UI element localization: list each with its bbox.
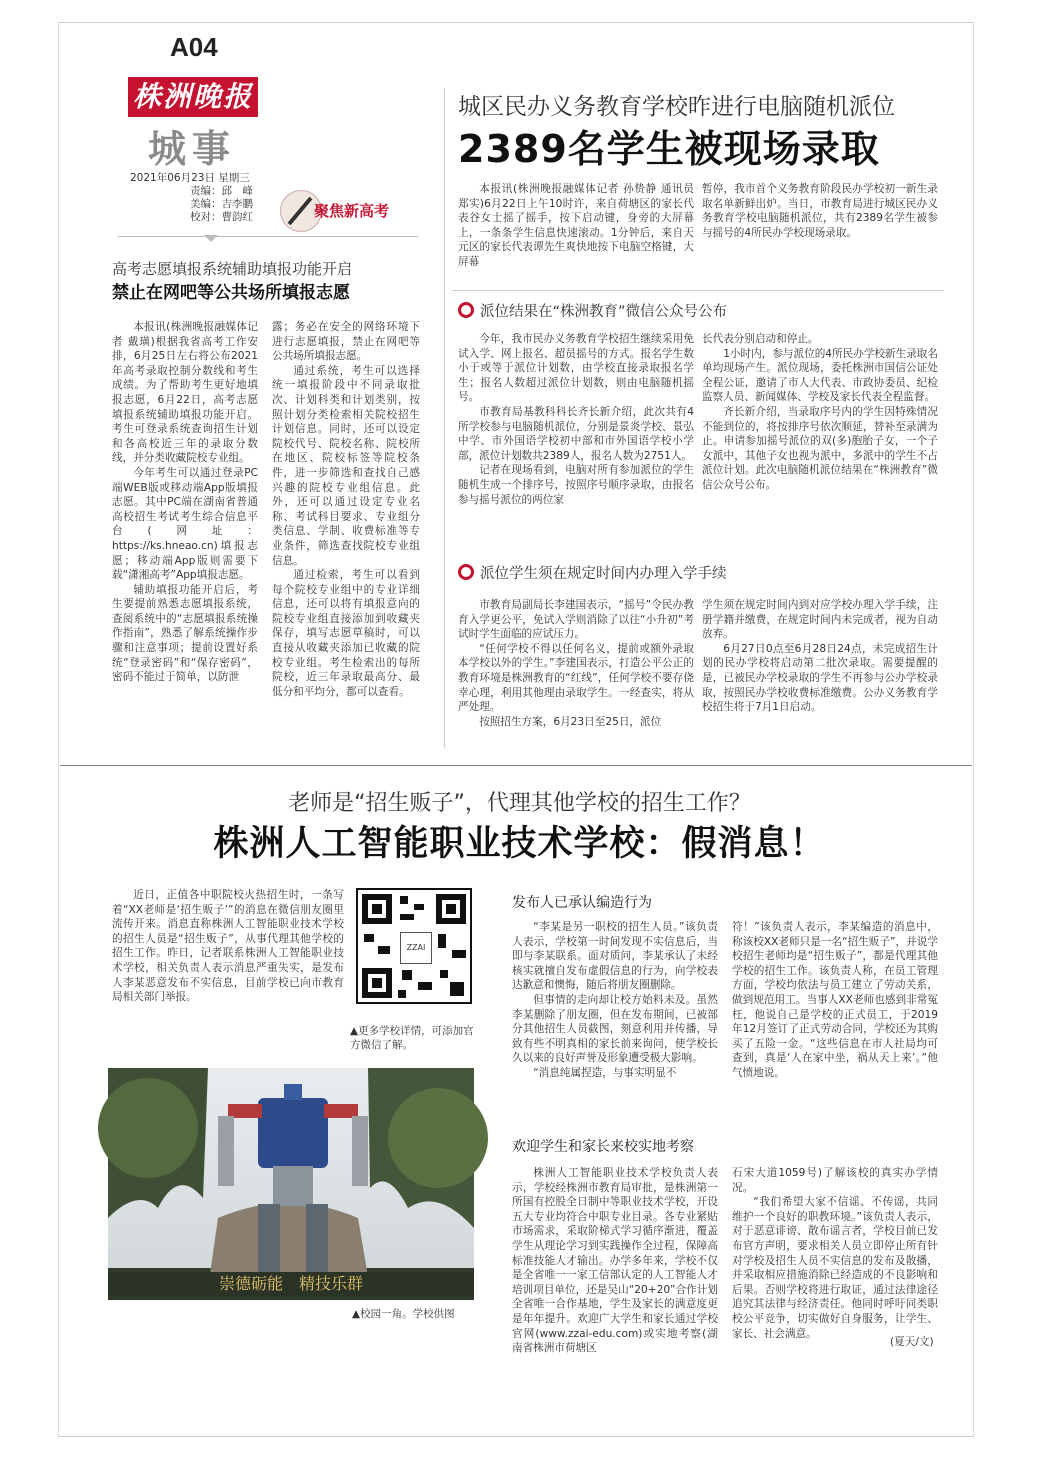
- qr-logo: ZZAI: [400, 932, 432, 964]
- paragraph: 通过检索，考生可以看到每个院校专业组中的专业详细信息，还可以将有填报意向的院校专业组直接添加到收藏夹保存，填写志愿草稿时，可以直接从收藏夹添加已收藏的院校专业组。考生检索出的每所院校，近三年录取最高分、最低分和平均分，都可以查看。: [272, 569, 420, 698]
- focus-badge: [278, 190, 423, 230]
- side-col2: [272, 320, 420, 750]
- section-title: 城事: [148, 126, 237, 171]
- paragraph: 近日，正值各中职院校火热招生时，一条写着“XX老师是‘招生贩子’”的消息在微信朋友圈里流传开来。消息直称株洲人工智能职业技术学校的招生人员是“招生贩子”，从事代理其他学校的招生工作。昨日，记者联系株洲人工智能职业技术学校，相关负责人表示消息严重失实，是发布人李某恶意发布不实信息，目前学校已向市教育局相关部门举报。: [112, 889, 344, 1004]
- paragraph: 按照招生方案，6月23日至25日，派位: [479, 715, 662, 728]
- paragraph: 今年考生可以通过登录PC端WEB版或移动端App版填报志愿。其中PC端在湖南省普通高校招生考试考生综合信息平台(网址：https://ks.hneao.cn)填报志愿；移动端App版则需要下载“潇湘高考”App填报志愿。: [112, 466, 258, 582]
- paragraph: “李某是另一职校的招生人员。”该负责人表示，学校第一时间发现不实信息后，当即与李某联系。面对质问，李某承认了未经核实就擅自发布虚假信息的行为，向学校表达歉意和懊悔，随后将朋友圈删除。: [512, 921, 718, 992]
- qr-code: [356, 888, 472, 1004]
- paragraph: 株洲人工智能职业技术学校负责人表示，学校经株洲市教育局审批，是株洲第一所国有控股全日制中等职业技术学校，开设五大专业均符合中职专业目录。各专业紧贴市场需求，采取阶梯式学习循序渐进，覆盖学生从理论学习到实践操作全过程，保障高标准技能人才输出。办学多年来，学校不仅是全省唯一一家工信部认定的人工智能人才培训项目单位，还是吴山“20+20”合作计划全省唯一合作基地，学生及家长的满意度更是年年提升。欢迎广大学生和家长通过学校官网(www.zzai-edu.com)或实地考察(湖南省株洲市荷塘区: [512, 1167, 718, 1355]
- main-lead-left: [458, 182, 694, 282]
- qr-module: [398, 990, 406, 998]
- page-proof: 校对：曹韵红: [190, 211, 253, 223]
- bottom-intro: [112, 888, 344, 1048]
- qr-finder-core: [372, 978, 382, 988]
- section-heading-2: [458, 562, 727, 583]
- qr-module: [364, 934, 374, 942]
- qr-module: [414, 904, 424, 910]
- section-heading-1: [458, 300, 727, 321]
- masthead-logo: 株洲晚报: [128, 77, 258, 117]
- qr-module: [450, 982, 464, 996]
- page-frame-bottom: [58, 1436, 974, 1437]
- page-meta: [130, 172, 253, 224]
- page-frame-right: [973, 22, 974, 1437]
- photo-caption: ▲校园一角。学校供图: [352, 1308, 455, 1320]
- section2-col2: [702, 598, 938, 750]
- campus-motto: 崇德砺能 精技乐群: [218, 1274, 364, 1293]
- sub2-col2: [732, 1166, 938, 1340]
- page-designer: 美编：吉李鹏: [190, 198, 253, 210]
- sub1-col2: [732, 920, 938, 1126]
- qr-module: [418, 982, 432, 990]
- paragraph: 通过系统，考生可以选择统一填报阶段中不同录取批次、计划科类和计划类别，按照计划分类检索相关院校招生计划信息。同时，还可以设定院校代号、院校名称、院校所在地区、院校标签等院校条件，进一步筛选和查找自己感兴趣的院校专业组信息。此外，还可以通过设定专业名称、考试科目要求、专业组分类信息、学制、收费标准等专业条件，筛选查找院校专业组信息。: [272, 364, 420, 567]
- divider: [452, 290, 944, 291]
- paragraph: 市教育局副局长李建国表示，“摇号”令民办教育入学更公平，免试入学则消除了以往“小升初”考试时学生面临的应试压力。: [458, 599, 694, 641]
- bullet-icon: [458, 302, 474, 318]
- paragraph: 本报讯(株洲晚报融媒体记者 孙贽静 通讯员 郑实)6月22日上午10时许，来自荷塘区的家长代表谷女士摇了摇手，按下启动键，身旁的大屏幕上，一条条学生信息快速滚动。1分钟后，来自天元区的家长代表谭先生爽快地按下电脑空格键，大屏幕: [458, 183, 694, 268]
- sub-heading-1: 发布人已承认编造行为: [512, 895, 652, 911]
- qr-finder-core: [372, 904, 382, 914]
- page-frame-top: [58, 22, 974, 23]
- campus-photo: [108, 1068, 474, 1300]
- paragraph: 长代表分别启动和停止。: [702, 333, 819, 345]
- qr-module: [400, 914, 414, 920]
- bottom-story-title: 株洲人工智能职业技术学校：假消息！: [213, 824, 826, 864]
- badge-label: 聚焦新高考: [314, 202, 390, 220]
- main-lead-right: [702, 182, 938, 282]
- qr-module: [400, 896, 408, 904]
- meta-divider: [118, 236, 418, 237]
- paragraph: 石宋大道1059号)了解该校的真实办学情况。: [732, 1167, 938, 1194]
- paragraph: 6月27日0点至6月28日24点，未完成招生计划的民办学校将启动第二批次录取。需要提醒的是，已被民办学校录取的学生不再参与公办学校录取，按照民办学校收费标准缴费。公办义务教育学校招生将于7月1日启动。: [702, 642, 938, 714]
- paragraph: 露；务必在安全的网络环境下进行志愿填报，禁止在网吧等公共场所填报志愿。: [272, 321, 420, 363]
- paragraph: 记者在现场看到，电脑对所有参加派位的学生随机生成一个排序号，按照序号顺序录取，由报名参与摇号派位的两位家: [458, 464, 694, 506]
- section1-col2: [702, 332, 938, 550]
- qr-module: [452, 950, 466, 958]
- paragraph: 1小时内，参与派位的4所民办学校新生录取名单均现场产生。派位现场，委托株洲市国信公证处全程公证，邀请了市人大代表、市政协委员、纪检监察人员、新闻媒体、学校及家长代表全程监督。: [702, 347, 938, 404]
- paragraph: 辅助填报功能开启后，考生要提前熟悉志愿填报系统，查阅系统中的“志愿填报系统操作指南”，熟悉了解系统操作步骤和注意事项；提前设置好系统“登录密码”和“保存密码”，密码不能过于简单，以防泄: [112, 583, 258, 684]
- section-band: [60, 765, 972, 766]
- qr-module: [440, 970, 448, 978]
- section1-col1: [458, 332, 694, 550]
- paragraph: 符！”该负责人表示，李某编造的消息中，称该校XX老师只是一名“招生贩子”，并说学校招生老师均是“招生贩子”，都是代理其他学校的招生工作。该负责人称，在员工管理方面，学校均依法与员工建立了劳动关系，做到规范用工。当事人XX老师也感到非常冤枉，他说自己是学校的正式员工，于2019年12月签订了正式劳动合同，学校还为其购买了五险一金。“这些信息在市人社局均可查到，真是‘人在家中坐，祸从天上来’。”他气愤地说。: [732, 921, 938, 1079]
- section-heading-text: 派位学生须在规定时间内办理入学手续: [480, 566, 727, 582]
- main-story-title: 2389名学生被现场录取: [458, 127, 880, 171]
- page-editor: 责编：邱 峰: [190, 185, 253, 197]
- paragraph: 市教育局基教科科长齐长新介绍，此次共有4所学校参与电脑随机派位，分别是景炎学校、景弘中学、市外国语学校初中部和市外国语学校小学部，派位计划数共2389人，报名人数为2751人。: [458, 405, 694, 462]
- section2-col1: [458, 598, 694, 750]
- qr-module: [378, 946, 390, 954]
- main-story-subtitle: 城区民办义务教育学校昨进行电脑随机派位: [458, 94, 895, 120]
- paragraph: 本报讯(株洲晚报融媒体记者 戴璜)根据我省高考工作安排，6月25日左右将公布2021年高考录取控制分数线和考生成绩。为了帮助考生更好地填报志愿，6月22日，高考志愿填报系统辅助填报功能开启。考生可登录系统查询招生计划和各高校近三年的录取分数线，并分类收藏院校专业组。: [112, 321, 258, 465]
- paragraph: 今年，我市民办义务教育学校招生继续采用免试入学、网上报名、超员摇号的方式。报名学生数小于或等于派位计划数，由学校直接录取报名学生；报名人数超过派位计划数，则由电脑随机摇号。: [458, 333, 694, 404]
- paragraph: 齐长新介绍，当录取序号内的学生因特殊情况不能到位的，将按排序号依次顺延，替补至录满为止。申请参加摇号派位的双(多)胞胎子女，一个子女派中，其他子女也视为派中，多派中的学生不占派位计划。此次电脑随机派位结果在“株洲教育”微信公众号公布。: [702, 405, 938, 491]
- bottom-story-subtitle: 老师是“招生贩子”，代理其他学校的招生工作？: [288, 791, 751, 816]
- qr-finder-core: [446, 904, 456, 914]
- section-heading-text: 派位结果在“株洲教育”微信公众号公布: [480, 304, 728, 320]
- column-separator: [444, 88, 445, 748]
- bullet-icon: [458, 564, 474, 580]
- qr-caption: ▲更多学校详情，可添加官方微信了解。: [350, 1025, 474, 1051]
- side-story-title: 禁止在网吧等公共场所填报志愿: [112, 283, 350, 303]
- paragraph: “消息纯属捏造，与事实明显不: [533, 1066, 677, 1079]
- qr-module: [402, 970, 412, 980]
- side-col1: [112, 320, 258, 750]
- campus-photo-art: [108, 1068, 474, 1300]
- sub2-col1: [512, 1166, 718, 1355]
- page-frame-left: [58, 22, 59, 1437]
- page-date: 2021年06月23日 星期三: [130, 172, 250, 184]
- byline-credit: (夏天/文): [890, 1336, 934, 1348]
- side-story-subtitle: 高考志愿填报系统辅助填报功能开启: [112, 260, 353, 278]
- paragraph: 暂停，我市首个义务教育阶段民办学校初一新生录取名单新鲜出炉。当日，市教育局进行城区民办义务教育学校电脑随机派位，共有2389名学生被参与摇号的4所民办学校现场录取。: [702, 183, 938, 239]
- qr-module: [438, 934, 446, 948]
- paragraph: 学生须在规定时间内到对应学校办理入学手续，注册学籍并缴费，在规定时间内未完成者，视为自动放弃。: [702, 599, 938, 641]
- page-number: A04: [170, 32, 218, 62]
- paragraph: “任何学校不得以任何名义，提前或额外录取本学校以外的学生。”李建国表示，打造公平公正的教育环境是株洲教育的“红线”，任何学校不要存侥幸心理，利用其他理由录取学生。一经查实，将从严处理。: [458, 642, 694, 714]
- sub1-col1: [512, 920, 718, 1126]
- paragraph: “我们希望大家不信谣、不传谣，共同维护一个良好的职教环境。”该负责人表示，对于恶意诽谤、散布谣言者，学校目前已发布官方声明，要求相关人员立即停止所有针对学校及招生人员不实信息的发布及散播，并采取相应措施消除已经造成的不良影响和后果。否则学校将进行取证，通过法律途径追究其法律与经济责任。他同时呼吁同类职校公平竞争，切实做好自身服务，让学生、家长、社会满意。: [732, 1196, 938, 1340]
- paragraph: 但事情的走向却让校方始料未及。虽然李某删除了朋友圈，但在发布期间，已被部分其他招生人员截图，刻意利用并传播，导致有些不明真相的家长前来询问，使学校长久以来的良好声誉及形象遭受极大影响。: [512, 993, 718, 1065]
- sub-heading-2: 欢迎学生和家长来校实地考察: [512, 1139, 694, 1155]
